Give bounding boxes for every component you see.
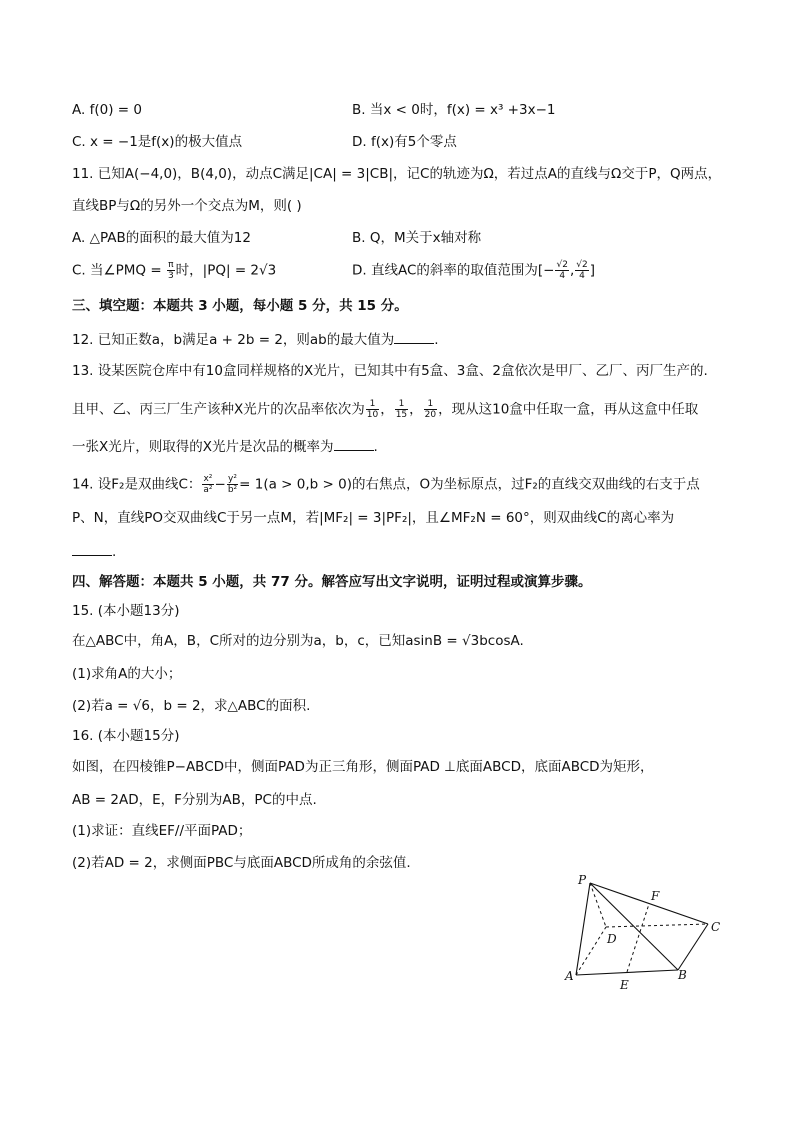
q14-line1 xyxy=(72,474,700,495)
q14-minus: − xyxy=(214,476,226,493)
q14-line2: P、N，直线PO交双曲线C于另一点M，若|MF₂| = 3|PF₂|，且∠MF₂N = 60°，则双曲线C的离心率为 xyxy=(72,510,675,526)
q13-rate-3-den: 20 xyxy=(424,410,437,420)
q11-d-separator: , xyxy=(569,262,575,279)
q13-rate-2 xyxy=(395,399,408,420)
q16-stem-line2: AB = 2AD，E，F分别为AB，PC的中点. xyxy=(72,792,317,808)
q13-line1: 13. 设某医院仓库中有10盒同样规格的X光片，已知其中有5盒、3盒、2盒依次是甲厂、乙厂、丙厂生产的. xyxy=(72,363,708,379)
q11-c-fraction xyxy=(167,260,175,281)
q13-rate-2-num: 1 xyxy=(395,399,408,410)
q11-d-frac2-num: √2 xyxy=(576,260,588,270)
q15-part-2: (2)若a = √6，b = 2，求△ABC的面积. xyxy=(72,698,311,714)
q14-frac-y-den: b² xyxy=(227,485,238,495)
edge-AD xyxy=(576,927,606,975)
q11-option-b: B. Q，M关于x轴对称 xyxy=(352,230,482,246)
q11-d-suffix: ] xyxy=(589,262,595,279)
q16-part-2: (2)若AD = 2，求侧面PBC与底面ABCD所成角的余弦值. xyxy=(72,855,411,871)
q13-line3 xyxy=(72,436,378,457)
q12-text: 12. 已知正数a，b满足a + 2b = 2，则ab的最大值为 xyxy=(72,332,395,348)
q13-sep-1: ， xyxy=(380,401,394,418)
q11-option-c xyxy=(72,260,276,281)
q13-answer-blank xyxy=(334,436,374,451)
q11-d-frac1-num: √2 xyxy=(556,260,568,270)
q11-c-suffix: 时，|PQ| = 2√3 xyxy=(175,262,277,279)
q12-answer-blank xyxy=(394,329,434,344)
q11-stem-line2: 直线BP与Ω的另外一个交点为M，则( ) xyxy=(72,198,302,214)
label-A: A xyxy=(565,969,574,983)
section-3-heading: 三、填空题：本题共 3 小题，每小题 5 分，共 15 分。 xyxy=(72,298,408,314)
q11-option-d xyxy=(352,260,595,281)
q10-option-a: A. f(0) = 0 xyxy=(72,102,142,118)
edge-PD xyxy=(590,883,606,927)
q13-sep-2: ， xyxy=(409,401,423,418)
label-P: P xyxy=(578,873,587,887)
q13-rate-1-num: 1 xyxy=(366,399,379,410)
edge-PA xyxy=(576,883,590,975)
q11-d-frac2-den: 4 xyxy=(579,271,585,281)
q14-line3-end: . xyxy=(112,544,117,560)
q10-option-c: C. x = −1是f(x)的极大值点 xyxy=(72,134,243,150)
q15-part-1: (1)求角A的大小； xyxy=(72,666,182,682)
label-B: B xyxy=(678,968,687,982)
q14-frac-y xyxy=(227,474,238,495)
q14-line3 xyxy=(72,541,116,562)
q13-line3-end: . xyxy=(373,439,378,455)
q12-stem xyxy=(72,329,439,350)
q13-line3-text: 一张X光片，则取得的X光片是次品的概率为 xyxy=(72,439,334,455)
label-D: D xyxy=(607,932,617,946)
q14-frac-x xyxy=(202,474,213,495)
q14-frac-y-num: y² xyxy=(228,474,237,484)
q11-c-frac-den: 3 xyxy=(167,271,174,281)
q14-line1-suffix: = 1(a > 0,b > 0)的右焦点，O为坐标原点，过F₂的直线交双曲线的右支于点 xyxy=(239,476,700,493)
q15-stem: 在△ABC中，角A，B，C所对的边分别为a，b，c，已知asinB = √3bcosA. xyxy=(72,633,524,649)
edge-PC xyxy=(590,883,708,924)
q14-frac-x-den: a² xyxy=(203,485,213,495)
q11-d-fraction1 xyxy=(555,260,568,281)
label-F: F xyxy=(651,889,660,903)
q11-c-frac-num: π xyxy=(168,260,174,270)
q14-frac-x-num: x² xyxy=(203,474,213,484)
q12-end: . xyxy=(434,332,439,348)
pyramid-figure xyxy=(556,872,726,992)
q16-heading: 16. (本小题15分) xyxy=(72,728,180,744)
q11-d-prefix: D. 直线AC的斜率的取值范围为[− xyxy=(352,262,555,279)
q13-line2-prefix: 且甲、乙、丙三厂生产该种X光片的次品率依次为 xyxy=(72,401,365,418)
q14-line1-prefix: 14. 设F₂是双曲线C： xyxy=(72,476,202,493)
edge-BC xyxy=(678,924,708,970)
q13-rate-1 xyxy=(366,399,379,420)
q11-stem-line1: 11. 已知A(−4,0)，B(4,0)，动点C满足|CA| = 3|CB|，记C的轨迹为Ω，若过点A的直线与Ω交于P，Q两点， xyxy=(72,166,722,182)
q11-option-a: A. △PAB的面积的最大值为12 xyxy=(72,230,251,246)
q16-part-1: (1)求证：直线EF//平面PAD； xyxy=(72,823,252,839)
q13-line2 xyxy=(72,399,698,420)
q15-heading: 15. (本小题13分) xyxy=(72,603,180,619)
q13-rate-1-den: 10 xyxy=(366,410,379,420)
q16-stem-line1: 如图，在四棱锥P−ABCD中，侧面PAD为正三角形，侧面PAD ⊥底面ABCD，底面ABCD为矩形， xyxy=(72,759,654,775)
q13-rate-3 xyxy=(424,399,437,420)
q13-rate-3-num: 1 xyxy=(424,399,437,410)
edge-PB xyxy=(590,883,678,970)
q10-option-d: D. f(x)有5个零点 xyxy=(352,134,457,150)
q14-answer-blank xyxy=(72,541,112,556)
label-E: E xyxy=(620,978,629,992)
q11-c-prefix: C. 当∠PMQ = xyxy=(72,262,162,279)
q11-d-frac1-den: 4 xyxy=(559,271,566,281)
section-4-heading: 四、解答题：本题共 5 小题，共 77 分。解答应写出文字说明，证明过程或演算步骤。 xyxy=(72,574,592,590)
pyramid-diagram xyxy=(556,872,726,992)
edge-DC xyxy=(606,924,708,927)
q13-rate-2-den: 15 xyxy=(395,410,408,420)
q13-line2-suffix: ，现从这10盒中任取一盒，再从这盒中任取 xyxy=(438,401,699,418)
q11-d-fraction2 xyxy=(575,260,588,281)
label-C: C xyxy=(711,920,721,934)
q10-option-b: B. 当x < 0时，f(x) = x³ +3x−1 xyxy=(352,102,556,118)
